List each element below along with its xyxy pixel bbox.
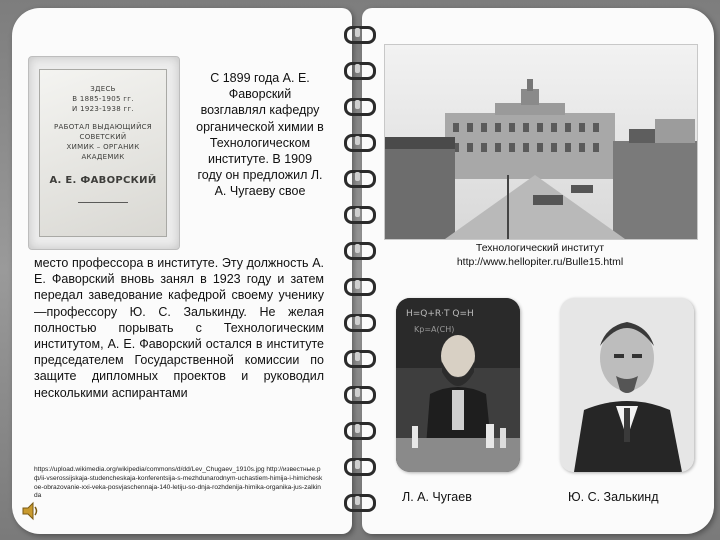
plaque-line: И 1923-1938 гг. [72, 105, 134, 113]
chugaev-caption: Л. А. Чугаев [402, 490, 472, 504]
speaker-icon[interactable] [20, 500, 42, 522]
plaque-name: А. Е. ФАВОРСКИЙ [49, 175, 157, 186]
svg-text:H=Q+R·T Q=H: H=Q+R·T Q=H [406, 309, 474, 319]
institute-caption [384, 241, 696, 269]
binder-ring [344, 422, 376, 440]
plaque-line: СОВЕТСКИЙ [79, 133, 127, 141]
chugaev-portrait [396, 298, 520, 472]
technological-institute-photo [384, 44, 698, 240]
binder-ring [344, 62, 376, 80]
binder-ring [344, 494, 376, 512]
binder-ring [344, 242, 376, 260]
binder-ring [344, 350, 376, 368]
binder-ring [344, 26, 376, 44]
institute-caption-link[interactable]: http://www.hellopiter.ru/Bulle15.html [456, 256, 624, 268]
plaque-rule [78, 202, 128, 203]
binder-ring [344, 314, 376, 332]
memorial-plaque [39, 69, 167, 237]
zalkind-caption: Ю. С. Залькинд [568, 490, 659, 504]
body-text: место профессора в институте. Эту должность А. Е. Фаворский вновь занял в 1923 году и затем передал заведование кафедрой своему ученику—профессору Ю. С. Залькинду. Не желая полностью порывать с Технологическим институтом, А. Е. Фаворский остался в институте председателем Государственной комиссии по защите дипломных проектов и руководил несколькими аспирантами [34, 256, 324, 400]
binder-ring [344, 458, 376, 476]
zalkind-portrait [560, 298, 694, 472]
binder-ring [344, 170, 376, 188]
binder-ring [344, 386, 376, 404]
binder-rings [338, 22, 378, 522]
svg-text:Kp=A(CH): Kp=A(CH) [414, 325, 455, 334]
source-links[interactable]: https://upload.wikimedia.org/wikipedia/commons/d/dd/Lev_Chugaev_1910s.jpg http://известные.рф/ii-vserossijskaja-studencheskaja-konferentsija-s-mezhdunarodnym-uchastiem-himija-i-himicheskoe-obrazovanie-xxi-veka-posvjaschennaja-140-letiju-so-dnja-rozhdenija-himika-organika-jus-zalkinda [34, 466, 323, 500]
binder-ring [344, 134, 376, 152]
plaque-line: ЗДЕСЬ [90, 85, 116, 93]
intro-text: С 1899 года А. Е. Фаворский возглавлял кафедру органической химии в Технологическом институте. В 1909 году он предложил Л. А. Чугаеву свое [196, 71, 324, 199]
binder-ring [344, 206, 376, 224]
plaque-line: АКАДЕМИК [81, 153, 125, 161]
binder-ring [344, 278, 376, 296]
binder-ring [344, 98, 376, 116]
institute-caption-title: Технологический институт [475, 242, 605, 254]
plaque-line: ХИМИК – ОРГАНИК [66, 143, 140, 151]
memorial-plaque-photo [28, 56, 180, 250]
plaque-line: В 1885-1905 гг. [72, 95, 134, 103]
plaque-line: РАБОТАЛ ВЫДАЮЩИЙСЯ [54, 123, 152, 131]
